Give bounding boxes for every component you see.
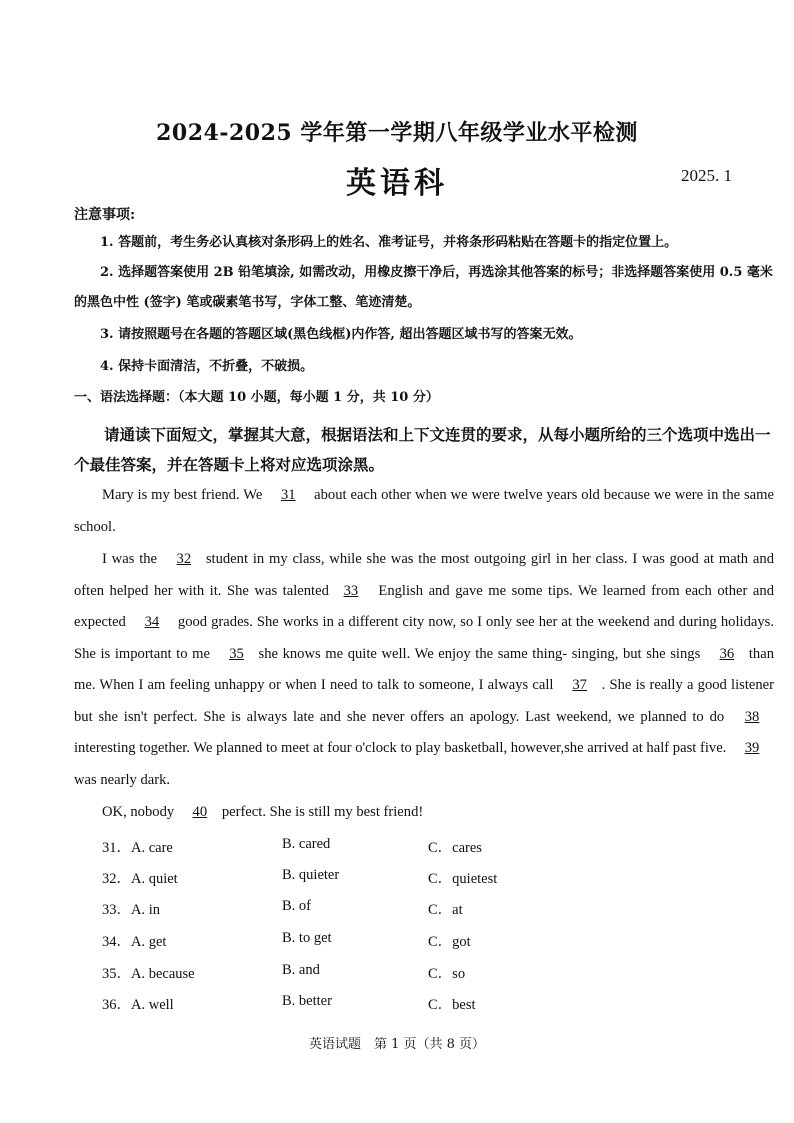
blank-35: 35 bbox=[229, 645, 244, 662]
option-b: B. cared bbox=[282, 836, 331, 852]
passage-paragraph-3 bbox=[74, 797, 774, 829]
passage-text: perfect. She is still my best friend! bbox=[221, 804, 424, 820]
passage-text: she knows me quite well. We enjoy the same thing- singing, but she sings bbox=[258, 645, 705, 662]
option-a: 35．A. because bbox=[102, 966, 195, 982]
option-b: B. quieter bbox=[282, 867, 340, 883]
passage-paragraph-1 bbox=[74, 480, 774, 543]
option-c: C．quietest bbox=[428, 871, 498, 887]
blank-39: 39 bbox=[744, 740, 760, 756]
section-instruction: 请通读下面短文，掌握其大意，根据语法和上下文连贯的要求，从每小题所给的三个选项中选出一个最佳答案，并在答题卡上将对应选项涂黑。 bbox=[74, 425, 771, 474]
notice-item-3 bbox=[74, 320, 774, 350]
passage-text: interesting together. We planned to meet at four o'clock to play basketball, however,she arrived at half past five. bbox=[74, 740, 730, 756]
passage-paragraph-2 bbox=[74, 544, 774, 796]
option-a: 32．A. quiet bbox=[102, 871, 178, 887]
option-row-31 bbox=[102, 836, 602, 856]
blank-36: 36 bbox=[719, 645, 735, 662]
section-heading: 一、语法选择题：（本大题 10 小题，每小题 1 分，共 10 分） bbox=[74, 390, 439, 405]
option-row-33 bbox=[102, 898, 602, 918]
option-b: B. of bbox=[282, 898, 311, 914]
passage-text: was nearly dark. bbox=[74, 771, 171, 788]
passage-text: about each other when we were twelve years old because we were in the same school. bbox=[74, 487, 774, 535]
option-b: B. to get bbox=[282, 930, 332, 946]
notice-heading: 注意事项: bbox=[74, 207, 136, 223]
option-c: C．so bbox=[428, 966, 466, 982]
option-c: C．got bbox=[428, 934, 471, 950]
option-b: B. better bbox=[282, 993, 332, 1009]
subject-heading: 英语科 bbox=[346, 166, 448, 201]
notice-item-4 bbox=[74, 352, 774, 382]
option-row-34 bbox=[102, 930, 602, 950]
page-footer: 英语试题 第 1 页（共 8 页） bbox=[308, 1037, 486, 1052]
passage-text: OK, nobody bbox=[102, 804, 178, 820]
passage-text: I was the bbox=[102, 551, 162, 567]
notice-item-2-text: 2. 选择题答案使用 2B 铅笔填涂, 如需改动，用橡皮擦干净后，再选涂其他答案的标号；非选择题答案使用 0.5 毫米的黑色中性 (签字) 笔或碳素笔书写，字体工整、笔迹清楚。 bbox=[74, 265, 773, 310]
passage-text: . She is really a good listener but she isn't perfect. She is always late and she never offers an apology. Last weekend, we planned to do bbox=[74, 677, 774, 725]
exam-date: 2025. 1 bbox=[681, 166, 732, 185]
option-row-35 bbox=[102, 962, 602, 982]
option-a: 31．A. care bbox=[102, 840, 173, 856]
option-a: 36．A. well bbox=[102, 997, 174, 1013]
option-row-36 bbox=[102, 993, 602, 1013]
option-row-32 bbox=[102, 867, 602, 887]
notice-item-4-text: 4. 保持卡面清洁，不折叠，不破损。 bbox=[100, 359, 314, 374]
passage-text: student in my class, while she was the most outgoing girl in her class. I was good at math and often helped her with it. She was talented bbox=[74, 551, 774, 599]
passage-text: good grades. She works in a different city now, so I only see her at the weekend and during holidays. She is important to me bbox=[74, 614, 774, 662]
option-c: C．cares bbox=[428, 840, 482, 856]
notice-item-1-text: 1. 答题前，考生务必认真核对条形码上的姓名、准考证号，并将条形码粘贴在答题卡的指定位置上。 bbox=[100, 235, 678, 250]
notice-item-1 bbox=[74, 228, 774, 258]
exam-title: 2024-2025 学年第一学期八年级学业水平检测 bbox=[156, 120, 638, 146]
blank-40: 40 bbox=[192, 804, 208, 820]
option-c: C．best bbox=[428, 997, 476, 1013]
blank-32: 32 bbox=[176, 551, 192, 567]
blank-37: 37 bbox=[572, 677, 587, 693]
option-c: C．at bbox=[428, 902, 463, 918]
notice-item-3-text: 3. 请按照题号在各题的答题区域(黑色线框)内作答, 超出答题区域书写的答案无效。 bbox=[100, 327, 582, 342]
passage-text: than me. When I am feeling unhappy or when I need to talk to someone, I always call bbox=[74, 645, 774, 693]
option-b: B. and bbox=[282, 962, 320, 978]
notice-item-2 bbox=[74, 258, 774, 318]
blank-38: 38 bbox=[744, 708, 760, 725]
passage-text: Mary is my best friend. We bbox=[102, 487, 267, 503]
blank-31: 31 bbox=[280, 487, 296, 503]
passage-text: English and gave me some tips. We learned from each other and expected bbox=[74, 582, 774, 630]
blank-34: 34 bbox=[144, 614, 160, 630]
blank-33: 33 bbox=[343, 582, 359, 599]
option-a: 34．A. get bbox=[102, 934, 167, 950]
option-a: 33．A. in bbox=[102, 902, 160, 918]
